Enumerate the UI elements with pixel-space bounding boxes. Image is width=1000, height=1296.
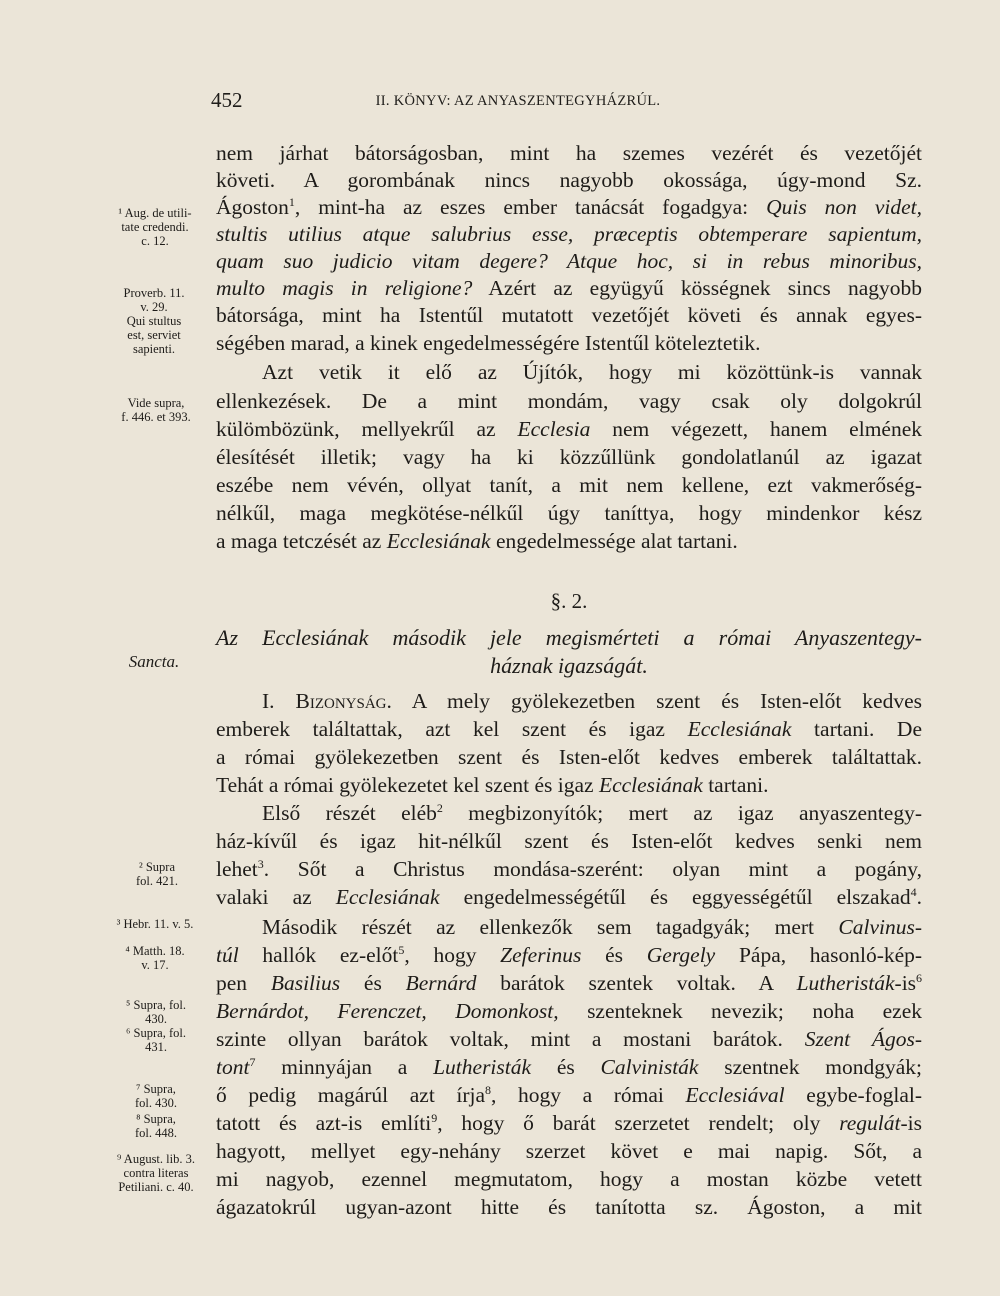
text-line: emberek találtattak, azt kel szent és igaz Ecclesiának tartani. De — [216, 717, 923, 741]
text-line: nélkűl, maga megkötése-nélkűl úgy taníttya, hogy mindenkor kész — [216, 501, 922, 525]
text-line: ő pedig magárúl azt írja$^8$, hogy a római Ecclesiával egybe-foglal- — [216, 1082, 922, 1107]
running-title: II. KÖNYV: AZ ANYASZENTEGYHÁZRÚL. — [375, 93, 661, 109]
text-line: élesítését illetik; vagy ha ki közzűllünk gondolatlanúl az igazat — [216, 445, 922, 469]
text-line: ház-kívűl és igaz hit-nélkűl szent és Isten-előt kedves senki nem — [216, 829, 922, 853]
margin-note: ³ Hebr. 11. v. 5. — [116, 917, 194, 931]
page-number: 452 — [211, 88, 243, 112]
text-line: a maga tetczését az Ecclesiának engedelmessége alat tartani. — [216, 529, 738, 553]
margin-note: ¹ Aug. de utili- tate credendi. c. 12. — [118, 206, 192, 248]
text-line: Második részét az ellenkezők sem tagadgyák; mert Calvinus- — [262, 915, 922, 939]
text-line: nem járhat bátorságosban, mint ha szemes vezérét és vezetőjét — [216, 141, 922, 165]
text-line: Ágoston$^1$, mint-ha az eszes ember tanácsát fogadgya: Quis non videt, — [216, 194, 922, 219]
text-line: tont$^7$ minnyájan a Lutheristák és Calvinisták szentnek mondgyák; — [216, 1054, 922, 1079]
text-line: Első részét eléb$^2$ megbizonyítók; mert az igaz anyaszentegy- — [262, 800, 922, 825]
text-line: követi. A gorombának nincs nagyobb okossága, úgy-mond Sz. — [216, 168, 922, 192]
margin-note: ⁴ Matth. 18. v. 17. — [125, 944, 185, 972]
text-line: külömbözünk, mellyekrűl az Ecclesia nem végezett, hanem elmének — [216, 417, 923, 441]
margin-note: ⁷ Supra, fol. 430. — [134, 1082, 177, 1110]
margin-note: ⁹ August. lib. 3. contra literas Petiliani. c. 40. — [117, 1152, 195, 1194]
text-line: ágazatokrúl ugyan-azont hitte és tanította sz. Ágoston, a mit — [216, 1195, 922, 1219]
text-line: quam suo judicio vitam degere? Atque hoc, si in rebus minoribus, — [216, 249, 922, 273]
text-line: pen Basilius és Bernárd barátok szentek voltak. A Lutheristák-$is^6$ — [216, 970, 923, 995]
text-line: mi nagyob, ezennel megmutatom, hogy a mostan közbe vetett — [216, 1167, 922, 1191]
section-heading: háznak igazságát. — [490, 653, 648, 678]
text-line: lehet$^3$. Sőt a Christus mondása-szerént: olyan mint a pogány, — [216, 856, 922, 881]
margin-note: ⁶ Supra, fol. 431. — [126, 1026, 186, 1054]
text-line: tatott és azt-is említi$^9$, hogy ő barát szerzetet rendelt; oly regulát-is — [216, 1110, 922, 1135]
text-line: valaki az Ecclesiának engedelmességétűl és eggyességétűl elszakad$^4$. — [216, 884, 923, 909]
text-line: multo magis in religione? Azért az együgyű kösségnek sincs nagyobb — [216, 276, 922, 300]
section-heading: Az Ecclesiának második jele megismérteti a római Anyaszentegy- — [216, 625, 922, 650]
text-line: Tehát a római gyölekezetet kel szent és igaz Ecclesiának tartani. — [216, 773, 769, 797]
text-line: ellenkezések. De a mint mondám, vagy csak oly dolgokrúl — [216, 389, 922, 413]
text-line: Bernárdot, Ferenczet, Domonkost, szenteknek nevezik; noha ezek — [216, 999, 922, 1023]
text-line: túl hallók ez-előt$^5$, hogy Zeferinus és Gergely Pápa, hasonló-kép- — [216, 942, 923, 967]
text-line: hagyott, mellyet egy-nehány szerzet követ e mai napig. Sőt, a — [216, 1139, 922, 1163]
section-number: §. 2. — [550, 589, 588, 613]
margin-note: Proverb. 11. v. 29. Qui stultus est, serviet sapienti. — [123, 286, 185, 356]
text-line: a római gyölekezetben szent és Isten-előt kedves emberek találtattak. — [216, 745, 922, 769]
margin-sancta: Sancta. — [128, 652, 180, 671]
text-line: I. Bizonyság. A mely gyölekezetben szent és Isten-előt kedves — [262, 689, 922, 713]
text-line: stultis utilius atque salubrius esse, præceptis obtemperare sapientum, — [216, 222, 922, 246]
text-line: bátorsága, mint ha Istentűl mutatott vezetőjét követi és annak egyes- — [216, 303, 922, 327]
margin-note: Vide supra, f. 446. et 393. — [121, 396, 191, 424]
margin-note: ⁸ Supra, fol. 448. — [134, 1112, 177, 1140]
text-line: eszébe nem vévén, ollyat tanít, a mit nem kellene, ezt vakmerőség- — [216, 473, 922, 497]
text-line: szinte ollyan barátok voltak, mint a mostani barátok. Szent Ágos- — [216, 1027, 923, 1051]
text-line: ségében marad, a kinek engedelmességére Istentűl köteleztetik. — [216, 331, 761, 355]
margin-note: ⁵ Supra, fol. 430. — [126, 998, 186, 1026]
text-line: Azt vetik it elő az Újítók, hogy mi közöttünk-is vannak — [262, 360, 922, 384]
margin-note: ² Supra fol. 421. — [135, 860, 178, 888]
